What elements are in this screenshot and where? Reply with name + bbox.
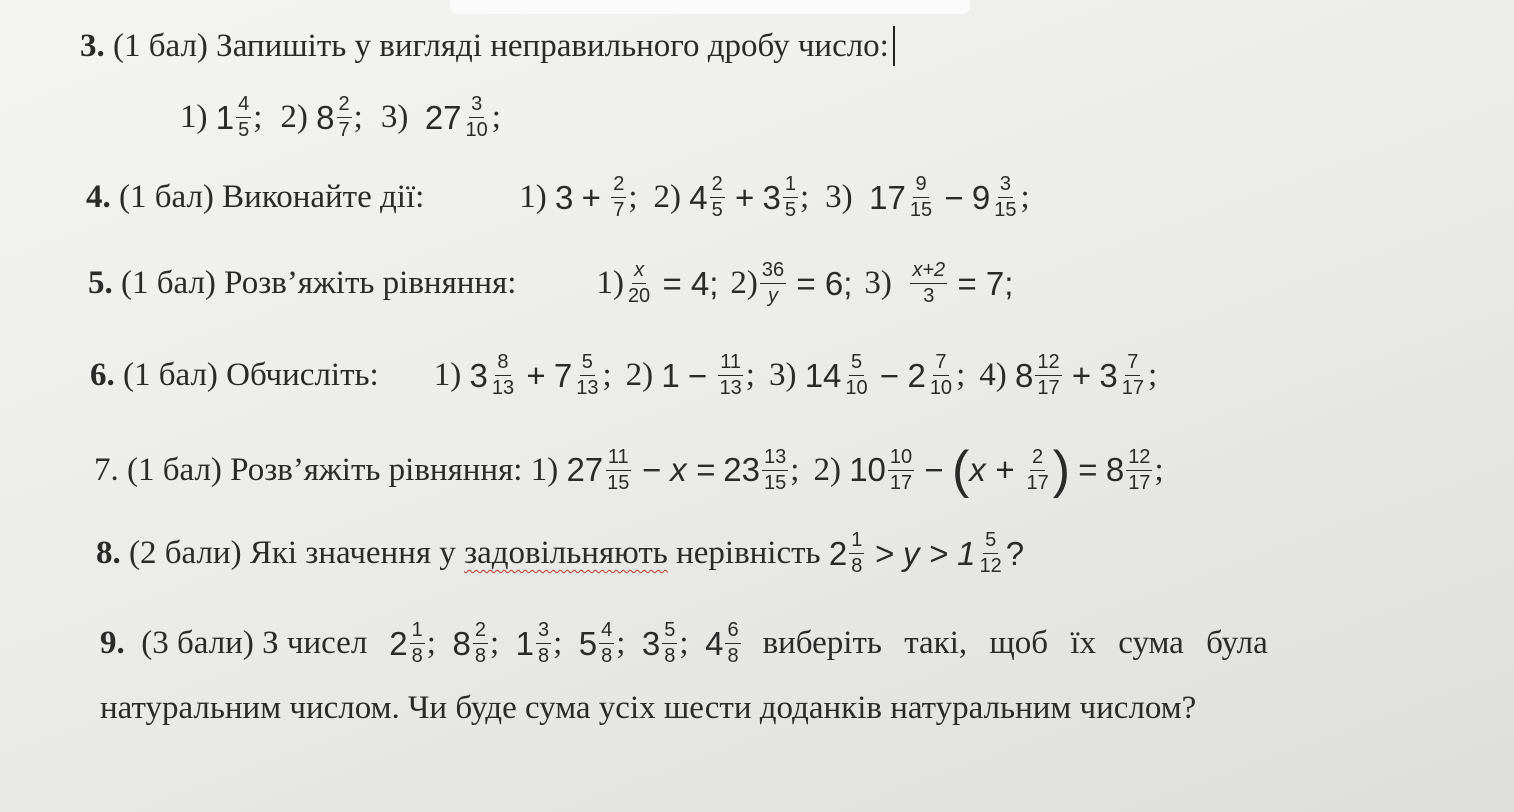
denominator: 8 [851, 555, 863, 577]
fraction [978, 530, 1004, 577]
item-label: 4) [979, 357, 1007, 393]
numerator: 2 [337, 94, 352, 118]
numerator: 6 [725, 620, 740, 644]
numerator: 11 [606, 447, 631, 471]
item-label: 2) [730, 265, 758, 301]
denominator: 15 [909, 199, 933, 221]
fraction [762, 447, 788, 494]
denominator: 8 [727, 645, 739, 667]
fraction [992, 174, 1018, 221]
fraction [908, 174, 934, 221]
denominator: 13 [719, 377, 742, 399]
denominator: 12 [979, 555, 1002, 577]
task-text: (1 бал) Розв’яжіть рівняння: [127, 451, 523, 488]
fraction [490, 352, 516, 399]
denominator: y [768, 285, 779, 307]
denominator: 17 [1037, 377, 1060, 399]
task-text: (1 бал) Обчисліть: [123, 357, 379, 393]
fraction [1126, 447, 1152, 494]
fraction [464, 94, 490, 141]
right-paren: ) [1052, 441, 1071, 499]
numerator: 4 [236, 94, 251, 118]
numerator: 1 [849, 530, 864, 554]
numerator: 7 [1125, 352, 1140, 376]
denominator: 17 [889, 471, 913, 494]
numerator: 13 [762, 447, 788, 471]
task-8: 8. (2 бали) Які значення у задовільняють нерівність 2 $\frac{1}{8}$ > y > 1 $\frac{5}{12}$ ? [96, 529, 1025, 577]
task-text: натуральним числом. Чи буде сума усіх шести доданків натуральним числом? [100, 690, 1197, 726]
denominator: 3 [923, 285, 935, 307]
paper-card-edge [450, 0, 970, 14]
item-label: 2) [653, 179, 681, 215]
numerator: 8 [495, 352, 510, 376]
numerator: 1 [783, 174, 798, 198]
denominator: 7 [613, 199, 625, 221]
fraction [888, 447, 914, 494]
task-7: 7. (1 бал) Розв’яжіть рівняння: 1) 27 $\frac{11}{15}$ − x = 23 $\frac{13}{15}$ ; 2) 10 $\frac{10}{17}$ − ( x + $\frac{2}{17}$ ) = 8 $\frac{12}{17}$ ; [94, 441, 1164, 499]
denominator: 15 [994, 199, 1017, 221]
task-number: 5. [88, 265, 113, 301]
fraction [599, 620, 614, 667]
text-cursor [893, 26, 895, 66]
task-number: 7. [94, 451, 119, 488]
denominator: 8 [411, 645, 423, 667]
item-label: 3) [825, 179, 853, 215]
denominator: 13 [576, 377, 599, 399]
whole-part: 27 [424, 98, 462, 136]
numerator: 3 [998, 174, 1013, 198]
fraction [1120, 352, 1146, 399]
fraction [536, 620, 551, 667]
denominator: 8 [664, 645, 676, 667]
task-text: нерівність [676, 535, 821, 571]
numerator: 7 [933, 352, 948, 376]
task-6: 6. (1 бал) Обчисліть: 1) 3 $\frac{8}{13}$ + 7 $\frac{5}{13}$ ; 2) 1 − $\frac{11}{13}$ ; 3) 14 $\frac{5}{10}$ − 2 $\frac{7}{10}$ ; 4) 8 $\frac{12}{17}$ + 3 $\frac{7}{17}$ ; [90, 351, 1158, 399]
left-paren: ( [951, 441, 970, 499]
task-5: 5. (1 бал) Розв’яжіть рівняння: 1) $\frac{x}{20}$ = 4; 2) $\frac{36}{y}$ = 6; 3) $\frac{x+2}{3}$ = 7; [88, 259, 1014, 307]
fraction [718, 352, 744, 399]
fraction [473, 620, 488, 667]
task-text: (1 бал) Запишіть у вигляді неправильного дробу число: [113, 27, 889, 64]
denominator: 5 [784, 199, 796, 221]
fraction [725, 620, 740, 667]
fraction [337, 94, 352, 141]
denominator: 17 [1121, 377, 1144, 399]
numerator: 2 [1030, 447, 1045, 471]
whole-part: 8 [316, 98, 335, 136]
numerator: 2 [710, 174, 725, 198]
numerator: 2 [473, 620, 488, 644]
numerator: 5 [662, 620, 677, 644]
numerator: 3 [469, 94, 484, 118]
numerator: x [632, 260, 646, 284]
item-label: 1) [530, 451, 559, 488]
denominator: 5 [238, 119, 250, 141]
task-number: 9. [100, 625, 125, 661]
whole-part: 1 [215, 98, 235, 136]
task-3-items: 1) 1 $\frac{4}{5}$ ; 2) 8 $\frac{2}{7}$ ; 3) 27 $\frac{3}{10}$ ; [180, 93, 501, 141]
denominator: 10 [929, 377, 953, 399]
item-label: 1) [596, 265, 624, 301]
numerator: 5 [983, 530, 998, 554]
numerator: 10 [888, 447, 914, 471]
fraction [626, 260, 652, 307]
fraction [662, 620, 677, 667]
fraction [760, 260, 786, 307]
numerator: 1 [410, 620, 425, 644]
task-text: (2 бали) Які значення у [129, 535, 456, 571]
spellcheck-underlined-word: задовільняють [464, 535, 668, 571]
task-text: виберіть такі, щоб їх сума була [762, 625, 1268, 661]
numerator: 4 [599, 620, 614, 644]
item-label: 1) [180, 99, 208, 135]
fraction [574, 352, 600, 399]
task-number: 3. [80, 27, 105, 64]
denominator: 10 [465, 119, 488, 141]
item-label: 3) [768, 357, 797, 393]
denominator: 8 [537, 645, 550, 667]
denominator: 7 [338, 119, 350, 141]
numerator: 36 [760, 260, 786, 284]
fraction [910, 260, 947, 307]
task-number: 8. [96, 535, 121, 571]
denominator: 13 [491, 377, 515, 399]
task-text: (1 бал) Розв’яжіть рівняння: [121, 265, 517, 301]
task-9-line-2 [100, 690, 1196, 727]
task-9-line-1: 9. (3 бали) З чисел 2 $\frac{1}{8}$ ; 8 $\frac{2}{8}$ ; 1 $\frac{3}{8}$ ; 5 $\frac{4}{8}$ ; 3 $\frac{5}{8}$ ; 4 $\frac{6}{8}$ виберіть такі, щоб їх сума була [100, 619, 1268, 667]
task-3-heading [80, 26, 895, 66]
denominator: 17 [1128, 471, 1151, 494]
item-label: 2) [813, 451, 841, 488]
fraction [410, 620, 425, 667]
denominator: 8 [601, 645, 613, 667]
denominator: 20 [627, 285, 651, 307]
item-label: 1) [433, 357, 462, 393]
denominator: 17 [1026, 471, 1049, 494]
item-label: 1) [519, 179, 547, 215]
numerator: 5 [849, 352, 864, 376]
numerator: 12 [1126, 447, 1152, 471]
task-number: 6. [90, 357, 115, 393]
item-label: 3) [864, 265, 892, 301]
fraction [710, 174, 725, 221]
fraction [783, 174, 798, 221]
fraction [849, 530, 864, 577]
task-4: 4. (1 бал) Виконайте дії: 1) 3 + $\frac{2}{7}$ ; 2) 4 $\frac{2}{5}$ + 3 $\frac{1}{5}$ ; 3) 17 $\frac{9}{15}$ − 9 $\frac{3}{15}$ ; [86, 173, 1030, 221]
denominator: 8 [474, 645, 486, 667]
fraction [1024, 447, 1050, 494]
numerator: 5 [580, 352, 595, 376]
numerator: x+2 [910, 260, 947, 284]
numerator: 2 [611, 174, 626, 198]
numerator: 3 [536, 620, 551, 644]
fraction [611, 174, 626, 221]
denominator: 5 [711, 199, 723, 221]
item-label: 2) [280, 99, 308, 135]
numerator: 11 [718, 352, 743, 376]
fraction [843, 352, 869, 399]
fraction [928, 352, 954, 399]
item-label: 2) [625, 357, 654, 393]
numerator: 12 [1035, 352, 1061, 376]
task-text: (1 бал) Виконайте дії: [119, 179, 425, 215]
fraction [236, 94, 251, 141]
numerator: 9 [913, 174, 928, 198]
fraction [1035, 352, 1061, 399]
fraction [605, 447, 631, 494]
denominator: 15 [764, 471, 787, 494]
task-text: (3 бали) З чисел [141, 625, 368, 661]
task-number: 4. [86, 179, 111, 215]
denominator: 10 [845, 377, 868, 399]
item-label: 3) [380, 99, 409, 135]
denominator: 15 [607, 471, 630, 494]
